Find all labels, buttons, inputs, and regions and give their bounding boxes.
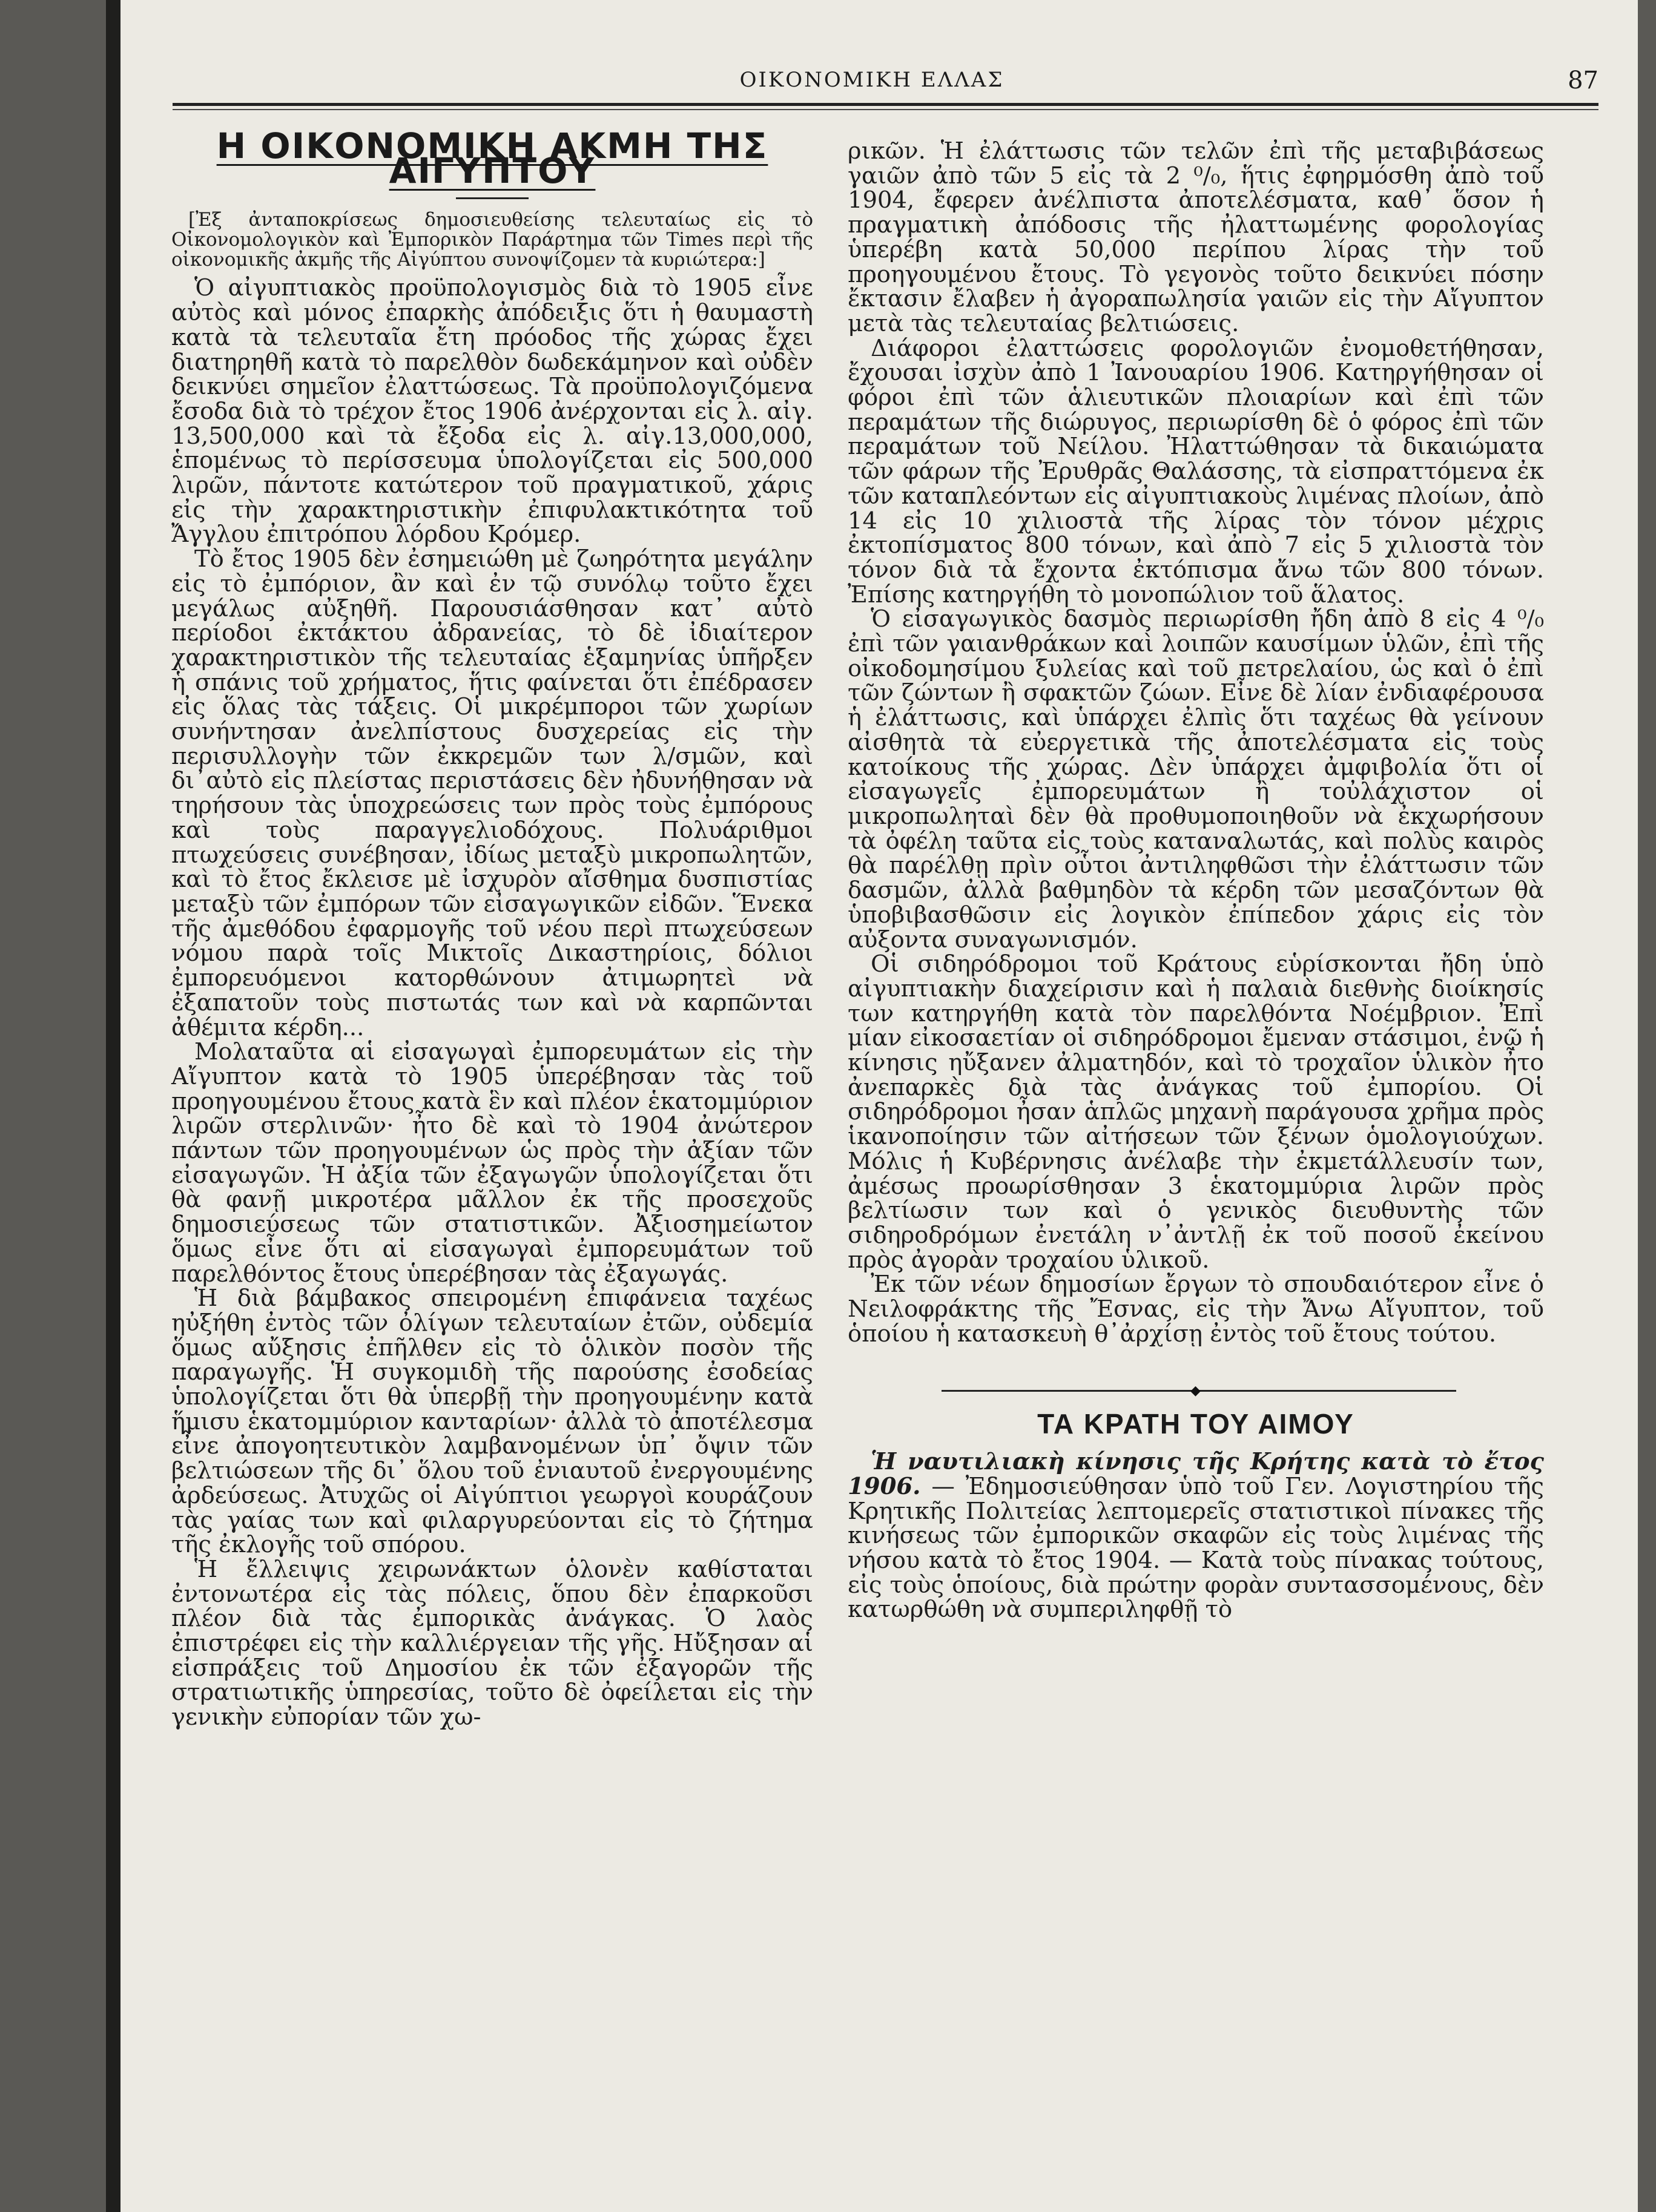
section-title: ΤΑ ΚΡΑΤΗ ΤΟΥ ΑΙΜΟΥ [1037, 1408, 1354, 1440]
section-subhead: Ἡ ναυτιλιακὴ κίνησις τῆς Κρήτης κατὰ τὸ ἔτος 1906. [848, 1448, 1544, 1500]
article-paragraph: Οἱ σιδηρόδρομοι τοῦ Κράτους εὑρίσκονται ἤδη ὑπὸ αἰγυπτιακὴν διαχείρισιν καὶ ἡ παλαιὰ διεθνὴς διοίκησίς των κατηργήθη κατὰ τὸν παρελθόντα Νοέμβριον. Ἐπὶ μίαν εἰκοσαετίαν οἱ σιδηρόδρομοι ἔμεναν στάσιμοι, ἐνῷ ἡ κίνησις ηὔξανεν ἀλματηδόν, καὶ τὸ τροχαῖον ὑλικὸν ἦτο ἀνεπαρκὲς διὰ τὰς ἀνάγκας τοῦ ἐμπορίου. Οἱ σιδηρόδρομοι ἦσαν ἁπλῶς μηχανὴ παράγουσα χρῆμα πρὸς ἱκανοποίησιν τῶν αἰτήσεων τῶν ξένων ὁμολογιούχων. Μόλις ἡ Κυβέρνησις ἀνέλαβε τὴν ἐκμετάλλευσίν των, ἀμέσως προωρίσθησαν 3 ἑκατομμύρια λιρῶν πρὸς βελτίωσιν των καὶ ὁ γενικὸς διευθυντὴς τῶν σιδηροδρόμων ἐνετάλη ν᾽ἀντλῇ ἐκ τοῦ ποσοῦ ἐκείνου πρὸς ἀγορὰν τροχαίου ὑλικοῦ. [848, 950, 1544, 1274]
article-paragraph: Μολαταῦτα αἱ εἰσαγωγαὶ ἐμπορευμάτων εἰς τὴν Αἴγυπτον κατὰ τὸ 1905 ὑπερέβησαν τὰς τοῦ προηγουμένου ἔτους κατὰ ἓν καὶ πλέον ἑκατομμύριον λιρῶν στερλινῶν· ἦτο δὲ καὶ τὸ 1904 ἀνώτερον πάντων τῶν προηγουμένων ὡς πρὸς τὴν ἀξίαν τῶν εἰσαγωγῶν. Ἡ ἀξία τῶν ἐξαγωγῶν ὑπολογίζεται ὅτι θὰ φανῇ μικροτέρα μᾶλλον ἐκ τῆς προσεχοῦς δημοσιεύσεως τῶν στατιστικῶν. Ἀξιοσημείωτον ὅμως εἶνε ὅτι αἱ εἰσαγωγαὶ ἐμπορευμάτων τοῦ παρελθόντος ἔτους ὑπερέβησαν τὰς ἐξαγωγάς. [171, 1038, 813, 1288]
running-head: ΟΙΚΟΝΟΜΙΚΗ ΕΛΛΑΣ [739, 68, 1004, 92]
article-paragraph: Ἡ διὰ βάμβακος σπειρομένη ἐπιφάνεια ταχέως ηὐξήθη ἐντὸς τῶν ὀλίγων τελευταίων ἐτῶν, οὐδεμία ὅμως αὔξησις ἐπῆλθεν εἰς τὸ ὁλικὸν ποσὸν τῆς παραγωγῆς. Ἡ συγκομιδὴ τῆς παρούσης ἐσοδείας ὑπολογίζεται ὅτι θὰ ὑπερβῇ τὴν προηγουμένην κατὰ ἥμισυ ἑκατομμύριον κανταρίων· ἀλλὰ τὸ ἀποτέλεσμα εἶνε ἀπογοητευτικὸν λαμβανομένων ὑπ᾽ ὄψιν τῶν βελτιώσεων τῆς δι᾽ ὅλου τοῦ ἐνιαυτοῦ ἐνεργουμένης ἀρδεύσεως. Ἀτυχῶς οἱ Αἰγύπτιοι γεωργοὶ κουράζουν τὰς γαίας των καὶ φιλαργυρεύονται εἰς τὸ ζήτημα τῆς ἐκλογῆς τοῦ σπόρου. [171, 1285, 813, 1559]
right-column [848, 139, 1544, 1622]
section-divider [848, 1379, 1544, 1403]
journal-page [106, 0, 1638, 2212]
article-paragraph: Ἐκ τῶν νέων δημοσίων ἔργων τὸ σπουδαιότερον εἶνε ὁ Νειλοφράκτης τῆς Ἔσνας, εἰς τὴν Ἄνω Αἴγυπτον, τοῦ ὁποίου ἡ κατασκευὴ θ᾽ἀρχίσῃ ἐντὸς τοῦ ἔτους τούτου. [848, 1271, 1544, 1348]
divider-ornament-icon: ◆ [1190, 1383, 1201, 1399]
article-paragraph: Ὁ εἰσαγωγικὸς δασμὸς περιωρίσθη ἤδη ἀπὸ 8 εἰς 4 ⁰/₀ ἐπὶ τῶν γαιανθράκων καὶ λοιπῶν καυσίμων ὑλῶν, ἐπὶ τῆς οἰκοδομησίμου ξυλείας καὶ τοῦ πετρελαίου, ὡς καὶ ὁ ἐπὶ τῶν ζώντων ἢ σφακτῶν ζώων. Εἶνε δὲ λίαν ἐνδιαφέρουσα ἡ ἐλάττωσις, καὶ ὑπάρχει ἐλπὶς ὅτι ταχέως θὰ γείνουν αἰσθητὰ τὰ εὐεργετικὰ τῆς ἀποτελέσματα εἰς τοὺς κατοίκους τῆς χώρας. Δὲν ὑπάρχει ἀμφιβολία ὅτι οἱ εἰσαγωγεῖς ἐμπορευμάτων ἢ τοὐλάχιστον οἱ μικροπωληταὶ δὲν θὰ προθυμοποιηθοῦν νὰ ἐκχωρήσουν τὰ ὀφέλη ταῦτα εἰς τοὺς καταναλωτάς, καὶ πολὺς καιρὸς θὰ παρέλθῃ πρὶν οὗτοι ἀντιληφθῶσι τὴν ἐλάττωσιν τῶν δασμῶν, ἀλλὰ βαθμηδὸν τὰ κέρδη τῶν μεσαζόντων θὰ ὑποβιβασθῶσιν εἰς λογικὸν ἐπίπεδον χάρις εἰς τὸν αὐξοντα συναγωνισμόν. [848, 605, 1544, 953]
header-rule-thin [173, 109, 1598, 110]
title-rule [456, 197, 529, 199]
section-paragraph [848, 1450, 1544, 1622]
section-text: — Ἐδημοσιεύθησαν ὑπὸ τοῦ Γεν. Λογιστηρίου τῆς Κρητικῆς Πολιτείας λεπτομερεῖς στατιστικοὶ πίνακες τῆς κινήσεως τῶν ἐμπορικῶν σκαφῶν εἰς τοὺς λιμένας τῆς νήσου κατὰ τὸ ἔτος 1904. — Κατὰ τοὺς πίνακας τούτους, εἰς τοὺς ὁποίους, διὰ πρώτην φορὰν συντασσομένους, δὲν κατωρθώθη νὰ συμπεριληφθῇ τὸ [848, 1472, 1544, 1624]
article-paragraph: Τὸ ἔτος 1905 δὲν ἐσημειώθη μὲ ζωηρότητα μεγάλην εἰς τὸ ἐμπόριον, ἂν καὶ ἐν τῷ συνόλῳ τοῦτο ἔχει μεγάλως αὐξηθῆ. Παρουσιάσθησαν κατ᾽ αὐτὸ περίοδοι ἐκτάκτου ἀδρανείας, τὸ δὲ ἰδιαίτερον χαρακτηριστικὸν τῆς τελευταίας ἑξαμηνίας ὑπῆρξεν ἡ σπάνις τοῦ χρήματος, ἥτις φαίνεται ὅτι ἐπέδρασεν εἰς ὅλας τὰς τάξεις. Οἱ μικρέμποροι τῶν χωρίων συνήντησαν ἀνελπίστους δυσχερείας εἰς τὴν περισυλλογὴν τῶν ἐκκρεμῶν των λ/σμῶν, καὶ δι᾽αὐτὸ εἰς πλείστας περιστάσεις δὲν ἠδυνήθησαν νὰ τηρήσουν τὰς ὑποχρεώσεις των πρὸς τοὺς ἐμπόρους καὶ τοὺς παραγγελιοδόχους. Πολυάριθμοι πτωχεύσεις συνέβησαν, ἰδίως μεταξὺ μικροπωλητῶν, καὶ τὸ ἔτος ἔκλεισε μὲ ἰσχυρὸν αἴσθημα δυσπιστίας μεταξὺ τῶν ἐμπόρων τῶν εἰσαγωγικῶν εἰδῶν. Ἕνεκα τῆς ἀμεθόδου ἐφαρμογῆς τοῦ νέου περὶ πτωχεύσεων νόμου παρὰ τοῖς Μικτοῖς Δικαστηρίοις, δόλιοι ἐμπορευόμενοι κατορθώνουν ἀτιμωρητεὶ νὰ ἐξαπατοῦν τοὺς πιστωτάς των καὶ νὰ καρπῶνται ἀθέμιτα κέρδη... [171, 545, 813, 1041]
article-lead-note: [Ἐξ ἀνταποκρίσεως δημοσιευθείσης τελευταίως εἰς τὸ Οἰκονομολογικὸν καὶ Ἐμπορικὸν Παράρτημα τῶν Times περὶ τῆς οἰκονομικῆς ἀκμῆς τῆς Αἰγύπτου συνοψίζομεν τὰ κυριώτερα:] [171, 209, 813, 271]
page-number: 87 [1568, 67, 1598, 94]
header-rule [173, 103, 1598, 106]
article-paragraph: Ὁ αἰγυπτιακὸς προϋπολογισμὸς διὰ τὸ 1905 εἶνε αὐτὸς καὶ μόνος ἐπαρκὴς ἀπόδειξις ὅτι ἡ θαυμαστὴ κατὰ τὰ τελευταῖα ἔτη πρόοδος τῆς χώρας ἔχει διατηρηθῆ κατὰ τὸ παρελθὸν δωδεκάμηνον καὶ οὐδὲν δεικνύει σημεῖον ἐλαττώσεως. Τὰ προϋπολογιζόμενα ἔσοδα διὰ τὸ τρέχον ἔτος 1906 ἀνέρχονται εἰς λ. αἰγ. 13,500,000 καὶ τὰ ἔξοδα εἰς λ. αἰγ.13,000,000, ἑπομένως τὸ περίσσευμα ὑπολογίζεται εἰς 500,000 λιρῶν, πάντοτε κατώτερον τοῦ πραγματικοῦ, χάρις εἰς τὴν χαρακτηριστικὴν ἐπιφυλακτικότητα τοῦ Ἄγγλου ἐπιτρόπου λόρδου Κρόμερ. [171, 274, 813, 548]
article-paragraph: Διάφοροι ἐλαττώσεις φορολογιῶν ἐνομοθετήθησαν, ἔχουσαι ἰσχὺν ἀπὸ 1 Ἰανουαρίου 1906. Κατηργήθησαν οἱ φόροι ἐπὶ τῶν ἁλιευτικῶν πλοιαρίων καὶ ἐπὶ τῶν περαμάτων τῆς διώρυγος, περιωρίσθη δὲ ὁ φόρος ἐπὶ τῶν περαμάτων τοῦ Νείλου. Ἠλαττώθησαν τὰ δικαιώματα τῶν φάρων τῆς Ἐρυθρᾶς Θαλάσσης, τὰ εἰσπραττόμενα ἐκ τῶν καταπλεόντων εἰς αἰγυπτιακοὺς λιμένας πλοίων, ἀπὸ 14 εἰς 10 χιλιοστὰ τῆς λίρας τὸν τόνον μέχρις ἐκτοπίσματος 800 τόνων, καὶ ἀπὸ 7 εἰς 5 χιλιοστὰ τὸν τόνον διὰ τὰ ἔχοντα ἐκτόπισμα ἄνω τῶν 800 τόνων. Ἐπίσης κατηργήθη τὸ μονοπώλιον τοῦ ἅλατος. [848, 334, 1544, 608]
article-paragraph: Ἡ ἔλλειψις χειρωνάκτων ὁλονὲν καθίσταται ἐντονωτέρα εἰς τὰς πόλεις, ὅπου δὲν ἐπαρκοῦσι πλέον διὰ τὰς ἐμπορικὰς ἀνάγκας. Ὁ λαὸς ἐπιστρέφει εἰς τὴν καλλιέργειαν τῆς γῆς. Ηὔξησαν αἱ εἰσπράξεις τοῦ Δημοσίου ἐκ τῶν ἐξαγορῶν τῆς στρατιωτικῆς ὑπηρεσίας, τοῦτο δὲ ὀφείλεται εἰς τὴν γενικὴν εὐπορίαν τῶν χω- [171, 1555, 813, 1731]
article-title: Η ΟΙΚΟΝΟΜΙΚΗ ΑΚΜΗ ΤΗΣ ΑΙΓΥΠΤΟΥ [216, 125, 768, 191]
left-column [171, 125, 813, 1731]
page-binding-edge [106, 0, 120, 2212]
article-paragraph: ρικῶν. Ἡ ἐλάττωσις τῶν τελῶν ἐπὶ τῆς μεταβιβάσεως γαιῶν ἀπὸ τῶν 5 εἰς τὰ 2 ⁰/₀, ἥτις ἐφηρμόσθη ἀπὸ τοῦ 1904, ἔφερεν ἀνέλπιστα ἀποτελέσματα, καθ᾽ ὅσον ἡ πραγματικὴ ἀπόδοσις τῆς ἠλαττωμένης φορολογίας ὑπερέβη κατὰ 50,000 περίπου λίρας τὴν τοῦ προηγουμένου ἔτους. Τὸ γεγονὸς τοῦτο δεικνύει πόσην ἔκτασιν ἔλαβεν ἡ ἀγοραπωλησία γαιῶν εἰς τὴν Αἴγυπτον μετὰ τὰς τελευταίας βελτιώσεις. [848, 137, 1544, 337]
